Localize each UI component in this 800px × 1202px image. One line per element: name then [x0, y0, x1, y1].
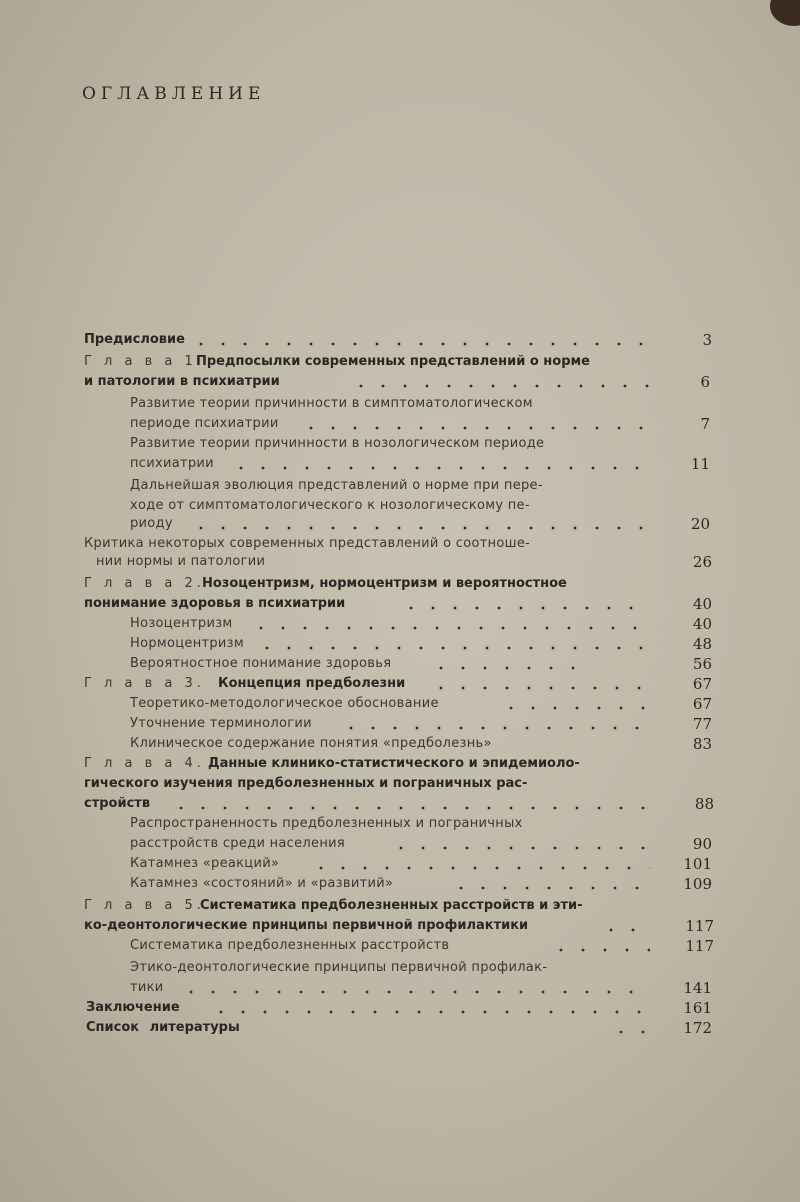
section-title-line: Критика некоторых современных представлений о соотноше- — [84, 536, 531, 551]
leader-dots — [256, 646, 650, 650]
section-title-line: Этико-деонтологические принципы первичной профилак- — [130, 960, 548, 975]
toc-page-number: 20 — [690, 515, 710, 533]
chapter-title-line: и патологии в психиатрии — [84, 374, 280, 389]
chapter-title-line: понимание здоровья в психиатрии — [84, 596, 346, 611]
leader-dots — [350, 384, 650, 388]
chapter-title-line: Систематика предболезненных расстройств и эти- — [200, 898, 583, 913]
section-title-line: Развитие теории причинности в нозологическом периоде — [130, 436, 545, 451]
toc-page-number: 11 — [690, 455, 710, 473]
section-title-line: риоду — [130, 516, 173, 531]
leader-dots — [390, 846, 650, 850]
toc-page-number: 77 — [692, 715, 712, 733]
chapter-label: Г л а в а 2. — [84, 576, 205, 591]
chapter-title-line: Предпосылки современных представлений о норме — [196, 354, 590, 369]
page-title: ОГЛАВЛЕНИЕ — [82, 84, 266, 104]
leader-dots — [190, 526, 650, 530]
section-title-line: Уточнение терминологии — [130, 716, 312, 731]
toc-page-number: 7 — [700, 415, 710, 433]
section-title-line: Дальнейшая эволюция представлений о норме при пере- — [130, 478, 543, 493]
chapter-title-line: Нозоцентризм, нормоцентризм и вероятностное — [202, 576, 567, 591]
toc-page-number: 117 — [685, 917, 714, 935]
section-title-line: Развитие теории причинности в симптоматологическом — [130, 396, 533, 411]
chapter-label: Г л а в а 1. — [84, 354, 205, 369]
section-title-line: Нормоцентризм — [130, 636, 244, 651]
section-title-line: Теоретико-методологическое обоснование — [130, 696, 439, 711]
toc-entry-title: Список литературы — [86, 1020, 240, 1035]
section-title-line: нии нормы и патологии — [96, 554, 266, 569]
section-title-line: ходе от симптоматологического к нозологическому пе- — [130, 498, 530, 513]
leader-dots — [230, 466, 650, 470]
leader-dots — [430, 666, 590, 670]
leader-dots — [450, 886, 650, 890]
leader-dots — [310, 866, 650, 870]
section-title-line: Клиническое содержание понятия «предболезнь» — [130, 736, 492, 751]
section-title-line: Систематика предболезненных расстройств — [130, 938, 450, 953]
section-title-line: Распространенность предболезненных и пограничных — [130, 816, 523, 831]
toc-entry-title: Заключение — [86, 1000, 180, 1015]
chapter-label: Г л а в а 3. — [84, 676, 205, 691]
toc-page-number: 56 — [692, 655, 712, 673]
toc-page-number: 3 — [702, 331, 712, 349]
leader-dots — [180, 990, 650, 994]
toc-page-number: 101 — [683, 855, 712, 873]
leader-dots — [400, 606, 650, 610]
leader-dots — [170, 806, 650, 810]
chapter-label: Г л а в а 5. — [84, 898, 205, 913]
toc-entry-title: Предисловие — [84, 332, 185, 347]
toc-page-number: 83 — [692, 735, 712, 753]
chapter-title-line: Данные клинико-статистического и эпидемиоло- — [208, 756, 580, 771]
section-title-line: расстройств среди населения — [130, 836, 346, 851]
leader-dots — [210, 1010, 650, 1014]
toc-page-number: 26 — [692, 553, 712, 571]
toc-page-number: 67 — [692, 695, 712, 713]
leader-dots — [500, 706, 650, 710]
toc-page-number: 172 — [683, 1019, 712, 1037]
leader-dots — [340, 726, 650, 730]
toc-page-number: 141 — [683, 979, 712, 997]
section-title-line: Катамнез «реакций» — [130, 856, 280, 871]
toc-page-number: 40 — [692, 595, 712, 613]
toc-page-number: 109 — [683, 875, 712, 893]
leader-dots — [300, 426, 650, 430]
leader-dots — [610, 1030, 650, 1034]
section-title-line: Катамнез «состояний» и «развитий» — [130, 876, 394, 891]
chapter-title-line: Концепция предболезни — [218, 676, 406, 691]
toc-page-number: 90 — [692, 835, 712, 853]
toc-page-number: 40 — [692, 615, 712, 633]
toc-page-number: 117 — [685, 937, 714, 955]
chapter-label: Г л а в а 4. — [84, 756, 205, 771]
leader-dots — [550, 948, 650, 952]
leader-dots — [430, 686, 650, 690]
chapter-title-line: стройств — [84, 796, 151, 811]
chapter-title-line: гического изучения предболезненных и пограничных рас- — [84, 776, 528, 791]
section-title-line: периоде психиатрии — [130, 416, 279, 431]
leader-dots — [190, 342, 650, 346]
toc-page-number: 88 — [694, 795, 714, 813]
leader-dots — [600, 928, 650, 932]
toc-page-number: 67 — [692, 675, 712, 693]
section-title-line: Вероятностное понимание здоровья — [130, 656, 392, 671]
section-title-line: тики — [130, 980, 164, 995]
leader-dots — [250, 626, 650, 630]
toc-page-number: 161 — [683, 999, 712, 1017]
section-title-line: Нозоцентризм — [130, 616, 233, 631]
chapter-title-line: ко-деонтологические принципы первичной профилактики — [84, 918, 529, 933]
toc-page-number: 6 — [700, 373, 710, 391]
section-title-line: психиатрии — [130, 456, 214, 471]
toc-page-number: 48 — [692, 635, 712, 653]
